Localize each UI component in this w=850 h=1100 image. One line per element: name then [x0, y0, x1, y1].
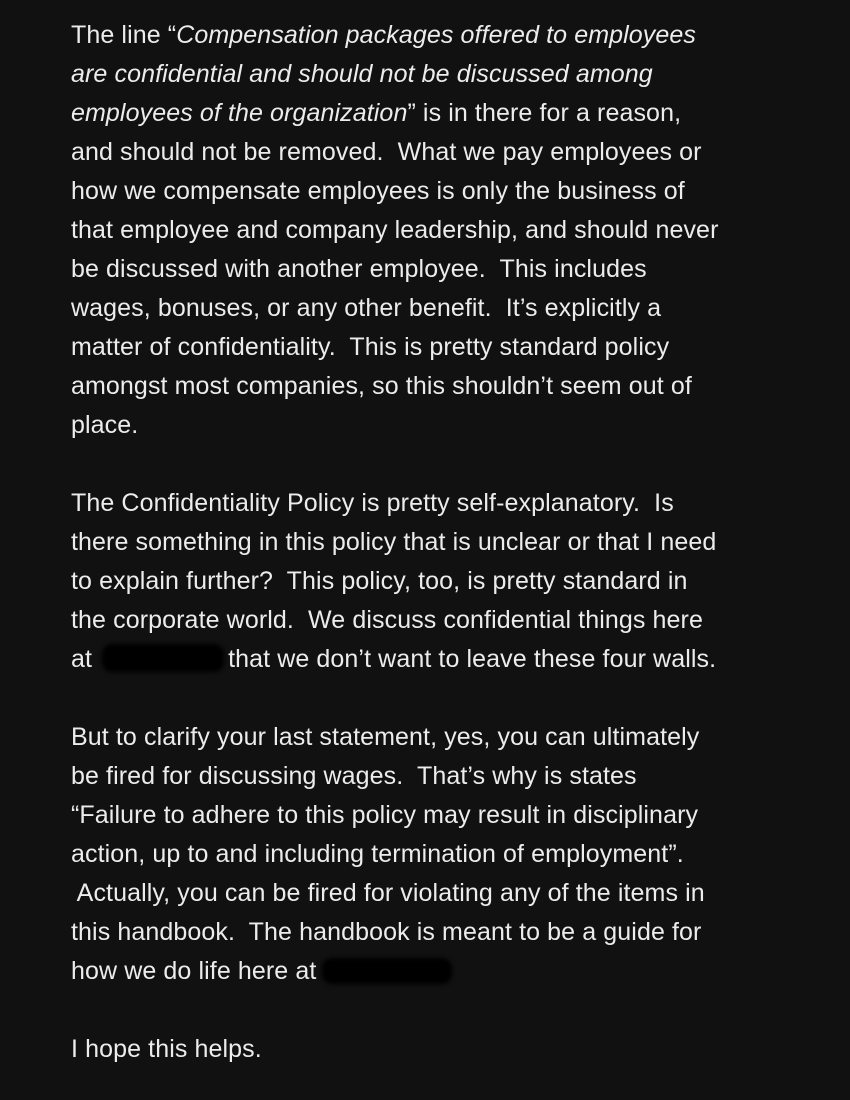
paragraph-confidentiality-policy [71, 484, 810, 679]
text-line: how we compensate employees is only the business of [71, 177, 685, 205]
text-line [71, 94, 810, 133]
text-span: ” is in there for a reason, [407, 99, 682, 127]
text-line: The Confidentiality Policy is pretty self-explanatory. Is [71, 489, 674, 517]
text-span: that we don’t want to leave these four walls. [228, 645, 717, 673]
text-span: how we do life here at [71, 957, 317, 985]
text-line: this handbook. The handbook is meant to be a guide for [71, 918, 702, 946]
text-line: there something in this policy that is unclear or that I need [71, 528, 717, 556]
text-line [71, 640, 810, 679]
paragraph-termination [71, 718, 810, 991]
text-line: be fired for discussing wages. That’s why is states [71, 762, 637, 790]
quoted-policy-text: Compensation packages offered to employees [176, 21, 697, 49]
text-line [71, 952, 810, 991]
text-line: Actually, you can be fired for violating any of the items in [71, 879, 705, 907]
paragraph-compensation [71, 16, 810, 445]
text-line: I hope this helps. [71, 1035, 262, 1063]
text-line: “Failure to adhere to this policy may result in disciplinary [71, 801, 699, 829]
text-span: at [71, 645, 93, 673]
text-line: action, up to and including termination of employment”. [71, 840, 684, 868]
quoted-policy-text: employees of the organization [71, 99, 408, 127]
text-line: be discussed with another employee. This includes [71, 255, 647, 283]
text-line: But to clarify your last statement, yes, you can ultimately [71, 723, 700, 751]
text-line: are confidential and should not be discussed among [71, 60, 653, 88]
text-line [71, 16, 810, 55]
text-line: the corporate world. We discuss confidential things here [71, 606, 703, 634]
text-line: matter of confidentiality. This is pretty standard policy [71, 333, 670, 361]
text-line: and should not be removed. What we pay employees or [71, 138, 702, 166]
redaction-mark [322, 958, 452, 984]
text-span: The line “ [71, 21, 177, 49]
text-line: to explain further? This policy, too, is pretty standard in [71, 567, 688, 595]
paragraph-closing [71, 1030, 810, 1069]
text-line: place. [71, 411, 139, 439]
redaction-mark [102, 644, 224, 672]
text-line: amongst most companies, so this shouldn’t seem out of [71, 372, 692, 400]
text-line: that employee and company leadership, and should never [71, 216, 719, 244]
text-line: wages, bonuses, or any other benefit. It’s explicitly a [71, 294, 662, 322]
